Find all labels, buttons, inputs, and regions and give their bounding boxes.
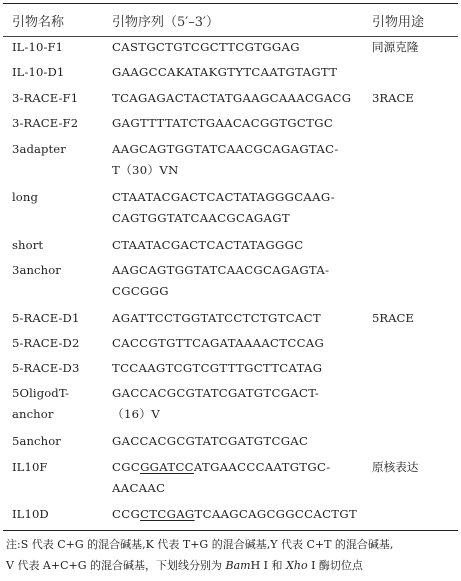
- table-bottom-rule: [3, 530, 458, 531]
- primer-name: 5-RACE-D3: [12, 361, 80, 375]
- sequence-line: GACCACGCGTATCGATGTCGAC: [112, 434, 309, 448]
- sequence-prefix: CGC: [112, 460, 141, 474]
- primer-name: [12, 383, 108, 425]
- footnote-line-1: 注:S 代表 C+G 的混合碱基,K 代表 T+G 的混合碱基,Y 代表 C+T 的混合碱基,: [6, 538, 394, 551]
- enzyme-xho: Xho: [286, 559, 308, 572]
- primer-sequence: [112, 457, 362, 499]
- header-primer-sequence: 引物序列（5′–3′）: [112, 15, 219, 30]
- sequence-line: （16）V: [112, 407, 161, 421]
- footnote-text: V 代表 A+C+G 的混合碱基，下划线分别为: [6, 559, 226, 572]
- primer-name: short: [12, 238, 44, 252]
- primer-sequence: [112, 504, 362, 525]
- table-top-rule: [3, 3, 458, 4]
- sequence-suffix: ATGAACCCAATGTGC-: [193, 460, 331, 474]
- sequence-line: [112, 457, 362, 478]
- primer-sequence: [112, 383, 362, 425]
- primer-sequence: [112, 308, 362, 329]
- sequence-line: TCCAAGTCGTCGTTTGCTTCATAG: [112, 361, 323, 375]
- sequence-line: CAGTGGTATCAACGCAGAGT: [112, 211, 290, 225]
- sequence-line: AGATTCCTGGTATCCTCTGTCACT: [112, 311, 321, 325]
- primer-name: IL10F: [12, 460, 48, 474]
- table-footnote: [6, 534, 393, 576]
- primer-name: long: [12, 190, 38, 204]
- sequence-line: TCAGAGACTACTATGAAGCAAACGACG: [112, 91, 352, 105]
- footnote-line-2: [6, 555, 393, 576]
- sequence-line: AAGCAGTGGTATCAACGCAGAGTA-: [112, 263, 330, 277]
- primer-sequence: [112, 37, 362, 58]
- sequence-line: [112, 504, 362, 525]
- primer-name: 3-RACE-F1: [12, 91, 79, 105]
- primer-sequence: [112, 88, 362, 109]
- sequence-line: CTAATACGACTCACTATAGGGC: [112, 238, 304, 252]
- primer-usage: 3RACE: [372, 91, 414, 105]
- xhoi-site: CTCGAG: [140, 507, 195, 521]
- sequence-line: AACAAC: [112, 481, 166, 495]
- primer-name: IL-10-D1: [12, 65, 65, 79]
- primer-name: 5anchor: [12, 434, 61, 448]
- footnote-text: Ⅰ 酶切位点: [307, 559, 363, 572]
- sequence-prefix: CCG: [112, 507, 141, 521]
- primer-name: IL-10-F1: [12, 40, 64, 54]
- sequence-line: CACCGTGTTCAGATAAAACTCCAG: [112, 336, 325, 350]
- sequence-line: T（30）VN: [112, 163, 179, 177]
- primer-sequence: [112, 139, 362, 181]
- sequence-line: CASTGCTGTCGCTTCGTGGAG: [112, 40, 300, 54]
- primer-name: 3anchor: [12, 263, 61, 277]
- enzyme-bam: Bam: [225, 559, 251, 572]
- primer-name: 3-RACE-F2: [12, 116, 79, 130]
- primer-name-line: anchor: [12, 407, 54, 421]
- bamhi-site: GGATCC: [140, 460, 194, 474]
- primer-usage: 同源克隆: [372, 40, 419, 54]
- sequence-line: CTAATACGACTCACTATAGGGCAAG-: [112, 190, 335, 204]
- primer-name: IL10D: [12, 507, 49, 521]
- table-header: [0, 11, 461, 31]
- primer-name: 5-RACE-D2: [12, 336, 80, 350]
- primer-sequence: [112, 431, 362, 452]
- primer-sequence: [112, 333, 362, 354]
- primer-sequence: [112, 113, 362, 134]
- header-primer-usage: 引物用途: [372, 15, 425, 30]
- primer-name: 5-RACE-D1: [12, 311, 80, 325]
- primer-usage: 5RACE: [372, 311, 414, 325]
- primer-sequence: [112, 62, 362, 83]
- primer-name-line: 5OligodT-: [12, 386, 70, 400]
- footnote-text: H Ⅰ 和: [250, 559, 287, 572]
- primer-sequence: [112, 260, 362, 302]
- header-primer-name: 引物名称: [12, 15, 65, 30]
- primer-name: 3adapter: [12, 142, 66, 156]
- sequence-line: GAGTTTTATCTGAACACGGTGCTGC: [112, 116, 334, 130]
- primer-sequence: [112, 358, 362, 379]
- sequence-line: GAAGCCAKATAKGTYTCAATGTAGTT: [112, 65, 338, 79]
- sequence-line: AAGCAGTGGTATCAACGCAGAGTAC-: [112, 142, 339, 156]
- sequence-line: GACCACGCGTATCGATGTCGACT-: [112, 386, 320, 400]
- primer-sequence: [112, 235, 362, 256]
- primer-sequence: [112, 187, 362, 229]
- sequence-line: CGCGGG: [112, 284, 169, 298]
- sequence-suffix: TCAAGCAGCGGCCACTGT: [194, 507, 358, 521]
- primer-usage: 原核表达: [372, 460, 419, 474]
